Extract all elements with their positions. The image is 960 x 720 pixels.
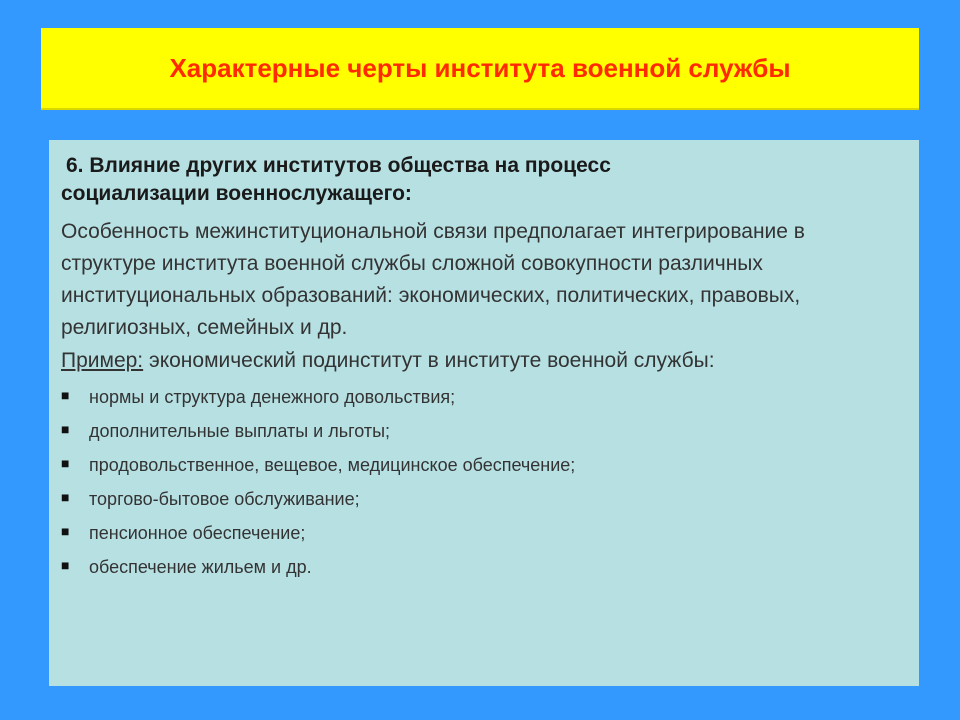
example-label: Пример: bbox=[61, 349, 144, 372]
list-item-text: продовольственное, вещевое, медицинское обеспечение; bbox=[89, 455, 576, 475]
example-line bbox=[61, 346, 903, 376]
bullet-square-icon: ■ bbox=[61, 557, 70, 573]
title-banner bbox=[41, 28, 919, 110]
list-item-text: торгово-бытовое обслуживание; bbox=[89, 489, 360, 509]
section-heading bbox=[61, 152, 903, 208]
section-heading-line-2: социализации военнослужащего: bbox=[61, 182, 412, 205]
list-item bbox=[61, 516, 903, 550]
list-item bbox=[61, 414, 903, 448]
list-item-text: пенсионное обеспечение; bbox=[89, 523, 306, 543]
bullet-square-icon: ■ bbox=[61, 523, 70, 539]
list-item bbox=[61, 550, 903, 584]
slide-title: Характерные черты института военной службы bbox=[169, 52, 791, 83]
bullet-square-icon: ■ bbox=[61, 387, 70, 403]
bullet-square-icon: ■ bbox=[61, 421, 70, 437]
list-item bbox=[61, 482, 903, 516]
section-heading-line-1: 6. Влияние других институтов общества на процесс bbox=[66, 154, 611, 177]
list-item-text: нормы и структура денежного довольствия; bbox=[89, 387, 456, 407]
content-panel bbox=[49, 140, 919, 686]
list-item bbox=[61, 380, 903, 414]
example-text: экономический подинститут в институте военной службы: bbox=[143, 349, 715, 372]
list-item-text: обеспечение жильем и др. bbox=[89, 557, 312, 577]
bullet-square-icon: ■ bbox=[61, 489, 70, 505]
list-item-text: дополнительные выплаты и льготы; bbox=[89, 421, 391, 441]
bullet-square-icon: ■ bbox=[61, 455, 70, 471]
body-paragraph: Особенность межинституциональной связи предполагает интегрирование в структуре института военной службы сложной совокупности различных институциональных образований: экономических, политических, правовых, религиозных, семейных и др. bbox=[61, 220, 805, 339]
list-item bbox=[61, 448, 903, 482]
bullet-list bbox=[61, 380, 903, 584]
